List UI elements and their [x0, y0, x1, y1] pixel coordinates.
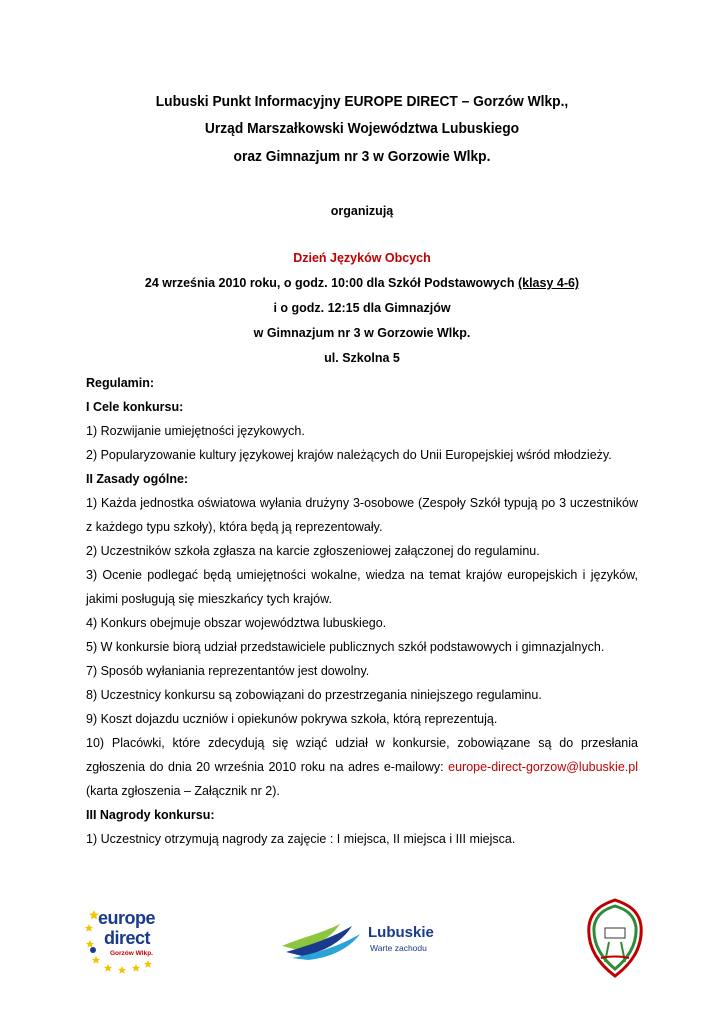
event-time-line: i o godz. 12:15 dla Gimnazjów: [273, 301, 451, 315]
event-date: 24 września 2010 roku, o godz. 10:00 dla Szkół Podstawowych: [144, 276, 515, 290]
event-date-line: [0, 276, 724, 290]
lubuskie-slogan: Warte zachodu: [370, 943, 427, 953]
section1-item-2: 2) Popularyzowanie kultury językowej krajów należących do Unii Europejskiej wśród młodzieży.: [86, 448, 612, 462]
school-emblem-logo: [585, 898, 645, 978]
section2-item-4: 4) Konkurs obejmuje obszar województwa lubuskiego.: [86, 616, 387, 630]
lubuskie-logo: [280, 916, 450, 961]
section3-heading: III Nagrody konkursu:: [86, 808, 215, 822]
section3-item-1: 1) Uczestnicy otrzymują nagrody za zajęcie : I miejsca, II miejsca i III miejsca.: [86, 832, 516, 846]
event-name: Dzień Języków Obcych: [293, 251, 431, 265]
footer-logos: [0, 896, 724, 986]
europe-direct-line2: direct: [104, 928, 151, 948]
section2-item-8: 8) Uczestnicy konkursu są zobowiązani do przestrzegania niniejszego regulaminu.: [86, 688, 542, 702]
europe-direct-line3: Gorzów Wlkp.: [110, 950, 153, 957]
item10-text-after: (karta zgłoszenia – Załącznik nr 2).: [86, 784, 280, 798]
section2-item-5: 5) W konkursie biorą udział przedstawiciele publicznych szkół podstawowych i gimnazjalnych.: [86, 640, 605, 654]
header-line-1: Lubuski Punkt Informacyjny EUROPE DIRECT – Gorzów Wlkp.,: [155, 93, 569, 110]
section2-item-9: 9) Koszt dojazdu uczniów i opiekunów pokrywa szkoła, którą reprezentują.: [86, 712, 498, 726]
lubuskie-wave-icon: [280, 916, 365, 961]
header-line-2: Urząd Marszałkowski Województwa Lubuskiego: [204, 120, 520, 137]
section1-heading: I Cele konkursu:: [86, 400, 184, 414]
section2-heading: II Zasady ogólne:: [86, 472, 189, 486]
event-classes: (klasy 4-6): [517, 276, 580, 290]
school-shield-icon: [585, 898, 645, 978]
header-line-3: oraz Gimnazjum nr 3 w Gorzowie Wlkp.: [233, 148, 491, 165]
email-link[interactable]: europe-direct-gorzow@lubuskie.pl: [448, 760, 638, 774]
europe-direct-logo: [84, 904, 194, 976]
event-place: w Gimnazjum nr 3 w Gorzowie Wlkp.: [253, 326, 471, 340]
section2-item-3: 3) Ocenie podlegać będą umiejętności wokalne, wiedza na temat krajów europejskich i języków, jakimi posługują się mieszkańcy tych krajów.: [86, 568, 638, 606]
event-street: ul. Szkolna 5: [324, 351, 400, 365]
europe-direct-line1: europe: [98, 908, 156, 928]
section2-item-10: [86, 731, 638, 803]
section1-item-1: 1) Rozwijanie umiejętności językowych.: [86, 424, 305, 438]
organize-text: organizują: [330, 204, 394, 218]
lubuskie-name: Lubuskie: [368, 924, 434, 941]
section2-item-2: 2) Uczestników szkoła zgłasza na karcie zgłoszeniowej załączonej do regulaminu.: [86, 544, 540, 558]
section2-item-1: 1) Każda jednostka oświatowa wyłania drużyny 3-osobowe (Zespoły Szkół typują po 3 uczestników z każdego typu szkoły), która będą ją reprezentowały.: [86, 496, 638, 534]
regulations-title: Regulamin:: [86, 376, 155, 390]
regulations-body: [86, 371, 638, 851]
section2-item-7: 7) Sposób wyłaniania reprezentantów jest dowolny.: [86, 664, 370, 678]
item10-text-before: 10) Placówki, które zdecydują się wziąć udział w konkursie, zobowiązane są do przesłania zgłoszenia do dnia 20 września 2010 roku na adres e-mailowy:: [86, 736, 638, 774]
